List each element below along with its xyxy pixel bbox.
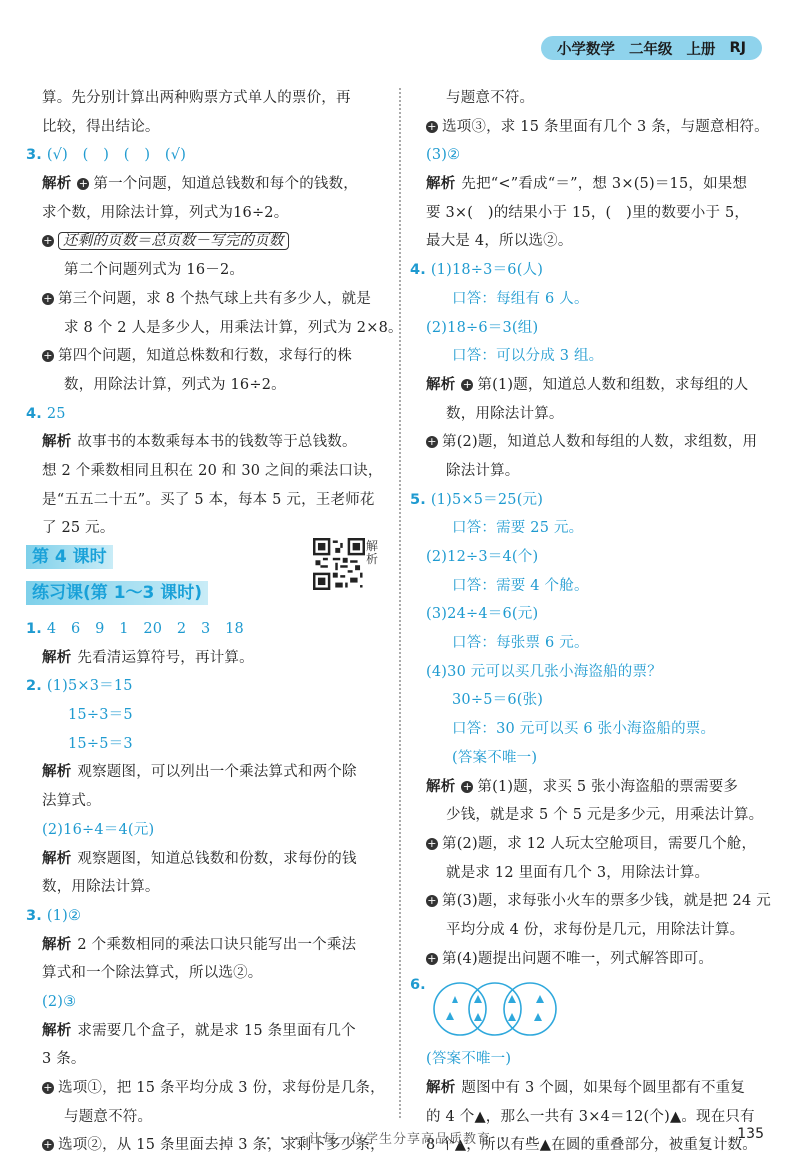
footer-slogan: ・・・ 让每一位学生分享高品质教育 ・・・ xyxy=(261,1132,539,1147)
lesson-title: 第 4 课时 xyxy=(26,545,113,569)
text-line: 要 3×( )的结果小于 15，( )里的数要小于 5， xyxy=(426,204,750,221)
analysis-line xyxy=(426,945,771,974)
analysis-line xyxy=(426,428,771,457)
text-line: 数，用除法计算，列式为 16÷2。 xyxy=(64,376,286,393)
answer-text: (1)② xyxy=(46,907,82,924)
text-line: 比较，得出结论。 xyxy=(42,118,160,135)
analysis-text: 选项①，把 15 条平均分成 3 份，求每份是几条， xyxy=(58,1080,385,1096)
exercise-1-answer xyxy=(26,615,391,644)
question-number: 4. xyxy=(410,262,426,279)
answer-text: (1)5×5＝25(元) xyxy=(430,491,544,508)
formula-box-line xyxy=(26,227,391,256)
analysis-line xyxy=(26,931,391,960)
answer-line: 口答：需要 25 元。 xyxy=(452,520,584,537)
answer-line: 15÷5＝3 xyxy=(68,735,133,752)
question-5-answer xyxy=(410,486,771,515)
answer-line: (3)② xyxy=(426,147,461,164)
analysis-text: 第(3)题，求每张小火车的票多少钱，就是把 24 元 xyxy=(442,893,771,910)
analysis-line xyxy=(426,113,771,142)
analysis-text: 第(2)题，求 12 人玩太空舱项目，需要几个舱， xyxy=(442,835,757,852)
text-line: 与题意不符。 xyxy=(446,90,535,106)
question-4-answer xyxy=(410,256,771,285)
plus-icon: + xyxy=(427,836,437,850)
text-line: 算。先分别计算出两种购票方式单人的票价，再 xyxy=(42,90,351,106)
plus-icon: + xyxy=(43,1138,53,1152)
text-line: 数，用除法计算。 xyxy=(446,405,564,422)
answer-line: 15÷3＝5 xyxy=(68,707,133,724)
analysis-text: 2 个乘数相同的乘法口诀只能写出一个乘法 xyxy=(77,936,357,953)
answer-text: (√) ( ) ( ) (√) xyxy=(46,147,187,164)
analysis-label: 解析 xyxy=(426,1080,456,1096)
plus-icon: + xyxy=(427,894,437,908)
text-line: 最大是 4，所以选②。 xyxy=(426,233,573,250)
analysis-line xyxy=(26,428,391,457)
analysis-text: 第三个问题，求 8 个热气球上共有多少人，就是 xyxy=(58,290,372,307)
plus-icon: + xyxy=(43,1081,53,1094)
analysis-line xyxy=(26,342,391,371)
answer-text: (1)18÷3＝6(人) xyxy=(430,262,544,279)
header-bar xyxy=(541,36,762,60)
text-line: 求个数，用除法计算，列式为16÷2。 xyxy=(42,204,289,221)
analysis-line xyxy=(26,285,391,314)
page-number: 135 xyxy=(737,1126,764,1142)
text-line: 与题意不符。 xyxy=(64,1108,153,1125)
text-line: 想 2 个乘数相同且积在 20 和 30 之间的乘法口诀， xyxy=(42,462,383,479)
analysis-text: 第(2)题，知道总人数和每组的人数，求组数，用 xyxy=(442,434,758,451)
answer-line: 口答：每张票 6 元。 xyxy=(452,635,589,652)
analysis-line xyxy=(426,371,771,400)
question-3-answer xyxy=(26,141,391,170)
analysis-line xyxy=(426,170,771,199)
answer-line: 口答：需要 4 个舱。 xyxy=(452,577,589,594)
analysis-line xyxy=(426,830,771,859)
answer-line: (3)24÷4＝6(元) xyxy=(426,606,539,623)
analysis-line xyxy=(26,1074,391,1103)
analysis-line xyxy=(426,887,771,916)
question-number: 2. xyxy=(26,678,42,695)
header-grade: 二年级 xyxy=(628,41,673,58)
plus-icon: + xyxy=(462,779,473,793)
plus-icon: + xyxy=(427,951,437,965)
question-number: 4. xyxy=(26,405,42,422)
analysis-line xyxy=(426,773,771,802)
text-line: 少钱，就是求 5 个 5 元是多少元，用乘法计算。 xyxy=(446,807,764,824)
analysis-label: 解析 xyxy=(426,376,456,393)
analysis-label: 解析 xyxy=(42,936,72,953)
text-line: 除法计算。 xyxy=(446,462,520,479)
analysis-text: 先把“<”看成“＝”，想 3×(5)＝15，如果想 xyxy=(461,176,748,193)
analysis-label: 解析 xyxy=(426,778,456,795)
qr-label: 解析 xyxy=(366,539,379,566)
text-line: 平均分成 4 份，求每份是几元，用除法计算。 xyxy=(446,921,745,938)
plus-icon: + xyxy=(462,377,473,391)
analysis-text: 第(1)题，知道总人数和组数，求每组的人 xyxy=(477,376,749,393)
question-number: 6. xyxy=(410,977,426,994)
plus-icon: + xyxy=(427,119,437,133)
exercise-2-answer xyxy=(26,672,391,701)
text-line: 法算式。 xyxy=(42,793,101,810)
analysis-text: 题图中有 3 个圆，如果每个圆里都有不重复 xyxy=(461,1080,746,1096)
answer-line: (2)12÷3＝4(个) xyxy=(426,549,539,565)
question-6-figure xyxy=(410,973,771,1045)
analysis-text: 故事书的本数乘每本书的钱数等于总钱数。 xyxy=(77,434,357,451)
right-column xyxy=(410,84,771,1160)
answer-text: 4 6 9 1 20 2 3 18 xyxy=(46,621,244,637)
analysis-label: 解析 xyxy=(42,649,72,666)
analysis-line xyxy=(426,1074,771,1103)
analysis-text: 求需要几个盒子，就是求 15 条里面有几个 xyxy=(77,1022,356,1039)
analysis-text: 先看清运算符号，再计算。 xyxy=(77,649,254,666)
analysis-line xyxy=(26,758,391,787)
answer-line: 口答：每组有 6 人。 xyxy=(452,290,589,307)
exercise-3-answer xyxy=(26,902,391,931)
answer-line: (4)30 元可以买几张小海盗船的票？ xyxy=(426,663,662,680)
text-line: 是“五五二十五”。买了 5 本，每本 5 元，王老师花 xyxy=(42,491,375,508)
question-4-answer xyxy=(26,400,391,429)
header-edition: RJ xyxy=(729,40,746,56)
analysis-text: 选项③，求 15 条里面有几个 3 条，与题意相符。 xyxy=(442,118,769,135)
question-number: 3. xyxy=(26,147,42,164)
analysis-text: 第(4)题提出问题不唯一，列式解答即可。 xyxy=(442,950,714,967)
answer-note: (答案不唯一) xyxy=(452,749,538,766)
venn-circles-figure xyxy=(430,977,560,1041)
plus-icon: + xyxy=(43,234,53,248)
text-line: 3 条。 xyxy=(42,1051,86,1068)
header-volume: 上册 xyxy=(686,41,716,58)
column-divider xyxy=(399,88,401,1118)
answer-line: 口答：可以分成 3 组。 xyxy=(452,348,604,365)
analysis-label: 解析 xyxy=(42,850,72,867)
formula-box: 还剩的页数＝总页数－写完的页数 xyxy=(58,232,289,250)
text-line: 算式和一个除法算式，所以选②。 xyxy=(42,965,263,982)
analysis-label: 解析 xyxy=(42,1022,72,1039)
plus-icon: + xyxy=(43,291,53,305)
analysis-line xyxy=(26,845,391,874)
text-line: 求 8 个 2 人是多少人，用乘法计算，列式为 2×8。 xyxy=(64,319,403,336)
analysis-label: 解析 xyxy=(42,434,72,451)
analysis-label: 解析 xyxy=(426,176,456,193)
answer-text: (1)5×3＝15 xyxy=(46,678,133,695)
answer-text: 25 xyxy=(46,405,66,422)
plus-icon: + xyxy=(78,177,89,191)
plus-icon: + xyxy=(427,435,437,449)
text-line: 就是求 12 里面有几个 3，用除法计算。 xyxy=(446,864,710,881)
analysis-text: 观察题图，可以列出一个乘法算式和两个除 xyxy=(77,764,357,781)
analysis-text: 选项②，从 15 条里面去掉 3 条，求剩下多少条， xyxy=(58,1137,385,1154)
answer-line: (2)18÷6＝3(组) xyxy=(426,319,539,336)
text-line: 的 4 个▲，那么一共有 3×4＝12(个)▲。现在只有 xyxy=(426,1108,755,1125)
analysis-label: 解析 xyxy=(42,176,72,193)
question-number: 5. xyxy=(410,491,426,508)
analysis-line xyxy=(26,644,391,673)
answer-line: (2)16÷4＝4(元) xyxy=(42,821,155,838)
analysis-label: 解析 xyxy=(42,764,72,781)
answer-note: (答案不唯一) xyxy=(426,1051,512,1068)
question-number: 1. xyxy=(26,621,42,637)
analysis-line xyxy=(26,1017,391,1046)
answer-line: 口答：30 元可以买 6 张小海盗船的票。 xyxy=(452,721,716,738)
analysis-text: 观察题图，知道总钱数和份数，求每份的钱 xyxy=(77,850,357,867)
plus-icon: + xyxy=(43,349,53,363)
answer-line: (2)③ xyxy=(42,993,77,1010)
analysis-text: 第一个问题，知道总钱数和每个的钱数， xyxy=(93,176,359,193)
text-line: 8 个▲，所以有些▲在圆的重叠部分，被重复计数。 xyxy=(426,1137,757,1154)
text-line: 数，用除法计算。 xyxy=(42,879,160,896)
header-subject: 小学数学 xyxy=(556,41,615,58)
qr-code-icon[interactable] xyxy=(313,538,365,590)
analysis-text: 第四个问题，知道总株数和行数，求每行的株 xyxy=(58,348,352,365)
answer-line: 30÷5＝6(张) xyxy=(452,692,544,709)
analysis-line xyxy=(26,170,391,199)
text-line: 第二个问题列式为 16－2。 xyxy=(64,262,245,279)
analysis-text: 第(1)题，求买 5 张小海盗船的票需要多 xyxy=(477,778,739,795)
question-number: 3. xyxy=(26,907,42,924)
lesson-subtitle: 练习课(第 1～3 课时) xyxy=(26,581,208,605)
text-line: 了 25 元。 xyxy=(42,520,115,537)
